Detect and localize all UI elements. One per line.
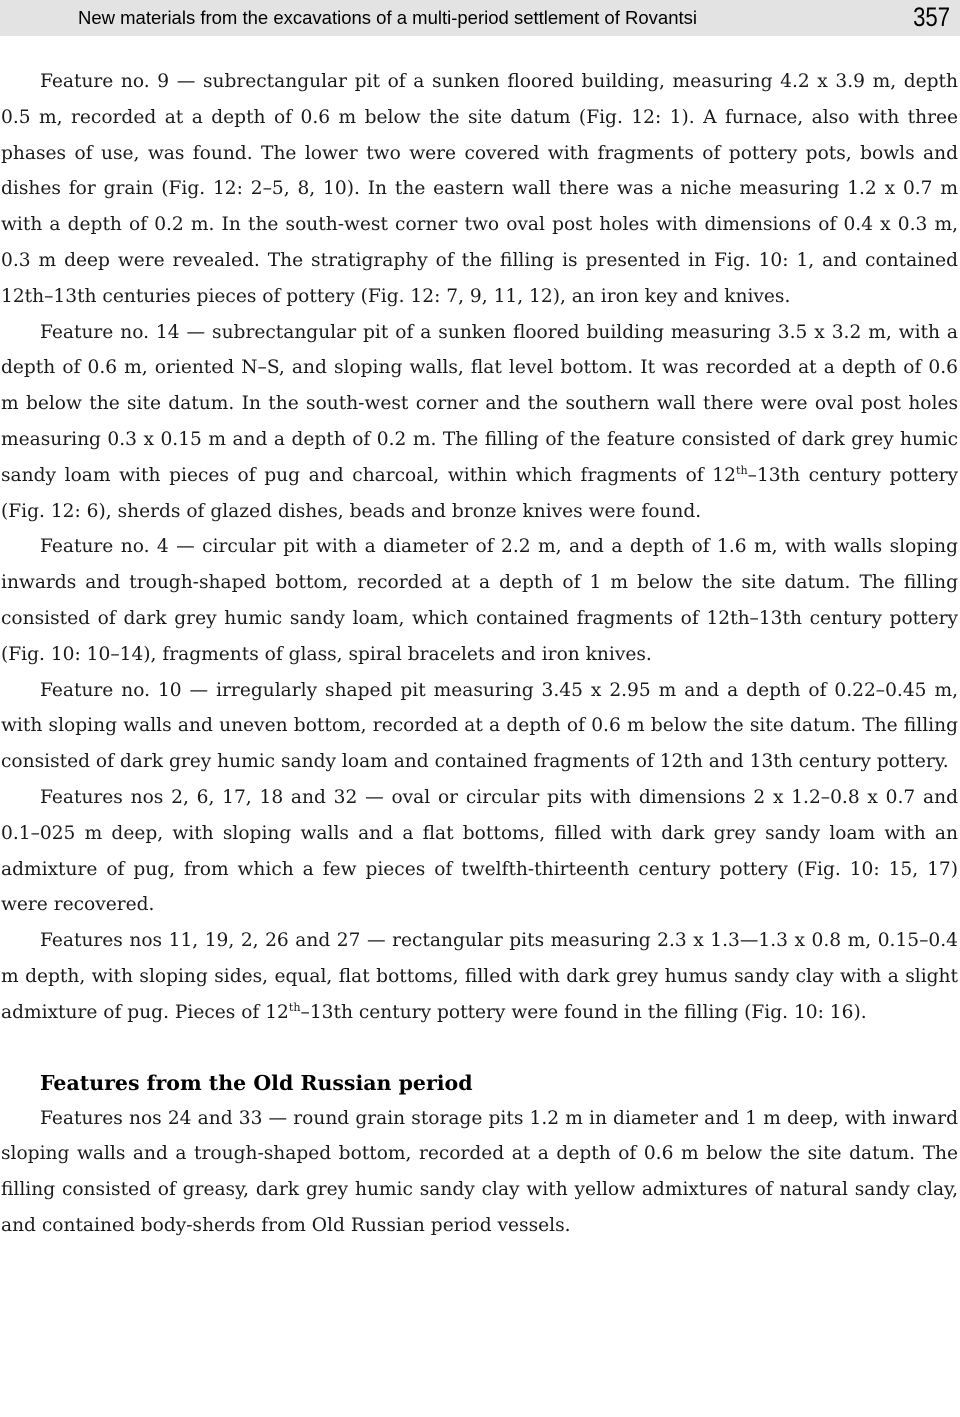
article-body xyxy=(1,64,958,1244)
paragraph-feature-14 xyxy=(1,315,958,530)
section-heading: Features from the Old Russian period xyxy=(40,1070,473,1095)
paragraph-features-2-6-17-18-32: Features nos 2, 6, 17, 18 and 32 — oval or circular pits with dimensions 2 x 1.2–0.8 x 0.7 and 0.1–025 m deep, with sloping walls and a flat bottoms, filled with dark grey sandy loam with an admixture of pug, from which a few pieces of twelfth-thirteenth century pottery (Fig. 10: 15, 17) were recovered. xyxy=(1,786,958,916)
running-header xyxy=(0,0,960,36)
page-number: 357 xyxy=(913,2,950,32)
paragraph-feature-9: Feature no. 9 — subrectangular pit of a sunken floored building, measuring 4.2 x 3.9 m, depth 0.5 m, recorded at a depth of 0.6 m below the site datum (Fig. 12: 1). A furnace, also with three phases of use, was found. The lower two were covered with fragments of pottery pots, bowls and dishes for grain (Fig. 12: 2–5, 8, 10). In the eastern wall there was a niche measuring 1.2 x 0.7 m with a depth of 0.2 m. In the south-west corner two oval post holes with dimensions of 0.4 x 0.3 m, 0.3 m deep were revealed. The stratigraphy of the filling is presented in Fig. 10: 1, and contained 12th–13th centuries pieces of pottery (Fig. 12: 7, 9, 11, 12), an iron key and knives. xyxy=(1,71,958,307)
paragraph-features-11-19-2-26-27 xyxy=(1,923,958,1030)
paragraph-text: Features nos 11, 19, 2, 26 and 27 — rectangular pits measuring 2.3 x 1.3—1.3 x 0.8 m, 0.15–0.4 m depth, with sloping sides, equal, flat bottoms, filled with dark grey humus sandy clay with a slight admixture of pug. Pieces of 12 xyxy=(1,930,958,1023)
paragraph-text-continued: –13th century pottery (Fig. 12: 6), sherds of glazed dishes, beads and bronze knives were found. xyxy=(1,464,958,522)
ordinal-superscript: th xyxy=(288,1000,301,1014)
ordinal-superscript: th xyxy=(735,463,748,477)
paragraph-text: Feature no. 14 — subrectangular pit of a sunken floored building measuring 3.5 x 3.2 m, with a depth of 0.6 m, oriented N–S, and sloping walls, flat level bottom. It was recorded at a depth of 0.6 m below the site datum. In the south-west corner and the southern wall there were oval post holes measuring 0.3 x 0.15 m and a depth of 0.2 m. The filling of the feature consisted of dark grey humic sandy loam with pieces of pug and charcoal, within which fragments of 12 xyxy=(1,321,958,486)
paragraph-text-continued: –13th century pottery were found in the filling (Fig. 10: 16). xyxy=(300,1001,867,1023)
paragraph-feature-4: Feature no. 4 — circular pit with a diameter of 2.2 m, and a depth of 1.6 m, with walls sloping inwards and trough-shaped bottom, recorded at a depth of 1 m below the site datum. The filling consisted of dark grey humic sandy loam, which contained fragments of 12th–13th century pottery (Fig. 10: 10–14), fragments of glass, spiral bracelets and iron knives. xyxy=(1,536,958,665)
paragraph-feature-10: Feature no. 10 — irregularly shaped pit measuring 3.45 x 2.95 m and a depth of 0.22–0.45 m, with sloping walls and uneven bottom, recorded at a depth of 0.6 m below the site datum. The filling consisted of dark grey humic sandy loam and contained fragments of 12th and 13th century pottery. xyxy=(1,679,958,773)
running-title: New materials from the excavations of a multi-period settlement of Rovantsi xyxy=(78,7,697,28)
paragraph-features-24-33: Features nos 24 and 33 — round grain storage pits 1.2 m in diameter and 1 m deep, with inward sloping walls and a trough-shaped bottom, recorded at a depth of 0.6 m below the site datum. The filling consisted of greasy, dark grey humic sandy clay with yellow admixtures of natural sandy clay, and contained body-sherds from Old Russian period vessels. xyxy=(1,1107,958,1236)
